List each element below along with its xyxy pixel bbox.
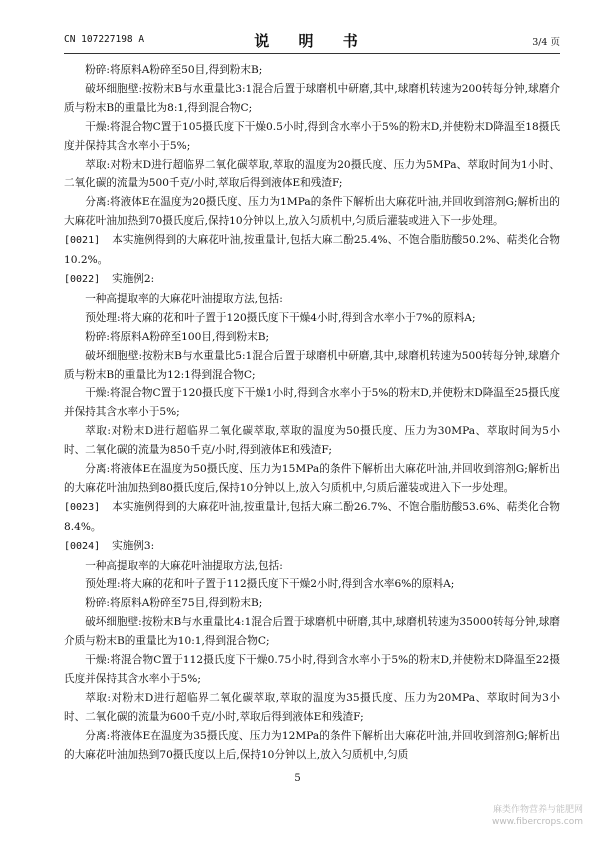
page-indicator: 3/4 页	[532, 37, 560, 48]
paragraph-text: 本实施例得到的大麻花叶油,按重量计,包括大麻二酚26.7%、不饱合脂肪酸53.6%、萜类化合物8.4%。	[64, 500, 560, 533]
paragraph-text: 实施例2:	[112, 272, 155, 285]
paragraph: 分离:将液体E在温度为20摄氏度、压力为1MPa的条件下解析出大麻花叶油,并回收到溶剂G;解析出的大麻花叶油加热到70摄氏度后,保持10分钟以上,放入匀质机中,匀质后灌装或进入下一步处理。	[64, 196, 560, 228]
paragraph: 分离:将液体E在温度为50摄氏度、压力为15MPa的条件下解析出大麻花叶油,并回收到溶剂G;解析出的大麻花叶油加热到80摄氏度后,保持10分钟以上,放入匀质机中,匀质后灌装或进入下一步处理。	[64, 463, 560, 494]
patent-number: CN 107227198 A	[64, 34, 145, 45]
paragraph: 萃取:对粉末D进行超临界二氧化碳萃取,萃取的温度为35摄氏度、压力为20MPa、萃取时间为3小时、二氧化碳的流量为600千克/小时,萃取后得到液体E和残渣F;	[64, 691, 560, 723]
paragraph: 一种高提取率的大麻花叶油提取方法,包括:	[85, 292, 283, 305]
paragraph-number: [0023]	[64, 501, 101, 513]
numbered-paragraph	[64, 498, 560, 537]
paragraph: 破坏细胞壁:按粉末B与水重量比3:1混合后置于球磨机中研磨,其中,球磨机转速为200转每分钟,球磨介质与粉末B的重量比为8:1,得到混合物C;	[64, 82, 560, 114]
numbered-paragraph	[64, 270, 560, 290]
paragraph: 干燥:将混合物C置于105摄氏度下干燥0.5小时,得到含水率小于5%的粉末D,并使粉末D降温至18摄氏度并保持其含水率小于5%;	[64, 120, 560, 152]
paragraph: 预处理:将大麻的花和叶子置于120摄氏度下干燥4小时,得到含水率小于7%的原料A;	[85, 311, 476, 324]
paragraph-text: 实施例3:	[112, 539, 155, 552]
paragraph: 萃取:对粉末D进行超临界二氧化碳萃取,萃取的温度为20摄氏度、压力为5MPa、萃取时间为1小时、二氧化碳的流量为500千克/小时,萃取后得到液体E和残渣F;	[64, 158, 560, 190]
paragraph-number: [0024]	[64, 540, 101, 552]
paragraph: 分离:将液体E在温度为35摄氏度、压力为12MPa的条件下解析出大麻花叶油,并回收到溶剂G;解析出的大麻花叶油加热到70摄氏度以上后,保持10分钟以上,放入匀质机中,匀质	[64, 729, 560, 761]
numbered-paragraph	[64, 231, 560, 270]
document-title: 说 明 书	[254, 32, 370, 50]
paragraph: 破坏细胞壁:按粉末B与水重量比5:1混合后置于球磨机中研磨,其中,球磨机转速为500转每分钟,球磨介质与粉末B的重量比为12:1得到混合物C;	[64, 349, 560, 381]
paragraph: 干燥:将混合物C置于120摄氏度下干燥1小时,得到含水率小于5%的粉末D,并使粉末D降温至25摄氏度并保持其含水率小于5%;	[64, 387, 560, 419]
document-body	[64, 61, 560, 765]
watermark	[492, 804, 583, 828]
watermark-line-1: 麻类作物营养与能肥网	[492, 805, 583, 815]
paragraph: 粉碎:将原料A粉碎至50目,得到粉末B;	[85, 64, 263, 76]
page-number: 5	[294, 773, 301, 784]
numbered-paragraph	[64, 537, 560, 557]
watermark-line-2: www.fibercrops.com	[492, 817, 583, 827]
paragraph: 预处理:将大麻的花和叶子置于112摄氏度下干燥2小时,得到含水率6%的原料A;	[85, 578, 455, 591]
paragraph-number: [0021]	[64, 235, 101, 247]
paragraph: 粉碎:将原料A粉碎至75目,得到粉末B;	[85, 597, 263, 610]
page-header	[64, 30, 560, 54]
paragraph: 粉碎:将原料A粉碎至100目,得到粉末B;	[85, 330, 270, 343]
header-divider	[64, 53, 560, 54]
paragraph: 干燥:将混合物C置于112摄氏度下干燥0.75小时,得到含水率小于5%的粉末D,并使粉末D降温至22摄氏度并保持其含水率小于5%;	[64, 654, 560, 685]
paragraph: 萃取:对粉末D进行超临界二氧化碳萃取,萃取的温度为50摄氏度、压力为30MPa、萃取时间为5小时、二氧化碳的流量为850千克/小时,得到液体E和残渣F;	[64, 425, 560, 457]
paragraph-number: [0022]	[64, 273, 101, 285]
paragraph: 破坏细胞壁:按粉末B与水重量比4:1混合后置于球磨机中研磨,其中,球磨机转速为35000转每分钟,球磨介质与粉末B的重量比为10:1,得到混合物C;	[64, 616, 560, 648]
paragraph-text: 本实施例得到的大麻花叶油,按重量计,包括大麻二酚25.4%、不饱合脂肪酸50.2%、萜类化合物10.2%。	[64, 234, 560, 267]
paragraph: 一种高提取率的大麻花叶油提取方法,包括:	[85, 559, 283, 572]
